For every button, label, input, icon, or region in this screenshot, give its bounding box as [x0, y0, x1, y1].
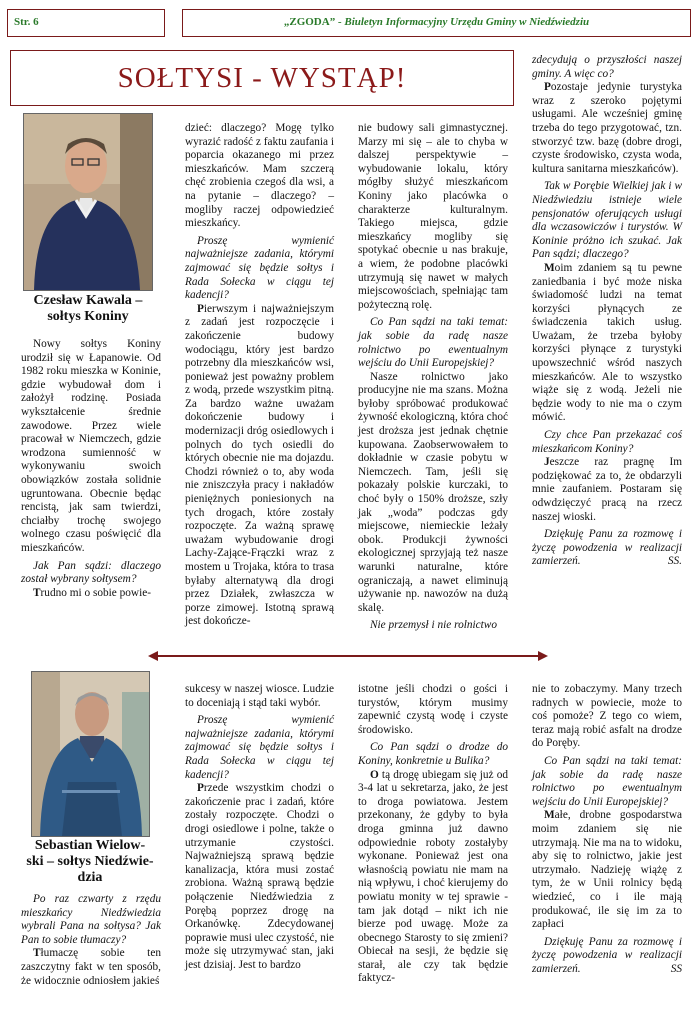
paragraph-text: sukcesy w naszej wiosce. Ludzie to doceniają i stąd taki wybór.	[185, 683, 335, 709]
drop-letter: M	[544, 809, 555, 822]
bulletin-subtitle: - Biuletyn Informacyjny Urzędu Gminy w Niedźwiedziu	[335, 16, 590, 28]
paragraph-text: ozostaje jedynie turystyka wraz z szeroko pojętymi usługami. Ale wcześniej gminę trzeba do tego przygotować, tzn. stworzyć tzw. bazę (dobre drogi, czyste środowisko, czysta woda, kultura sanitarna mieszkańców).	[532, 81, 682, 175]
drop-letter: M	[544, 261, 555, 274]
article-column-1	[21, 338, 161, 600]
paragraph	[185, 683, 334, 710]
headline-box	[10, 50, 514, 106]
portrait-photo-wielowski	[31, 671, 150, 837]
caption-kawala	[8, 293, 168, 325]
paragraph	[532, 81, 682, 176]
interview-question	[532, 755, 682, 809]
paragraph	[185, 122, 334, 231]
paragraph-text: Czy chce Pan przekazać coś mieszkańcom Koniny?	[532, 429, 682, 455]
interview-question	[358, 316, 508, 370]
paragraph	[532, 262, 682, 425]
paragraph-text: Co Pan sądzi na taki temat: jak sobie da radę nasze rolnictwo po ewentualnym wejściu do Unii Europejskiej?	[358, 316, 508, 370]
paragraph	[21, 587, 161, 601]
bulletin-brand: „ZGODA”	[283, 16, 336, 28]
author-signature: SS	[670, 962, 682, 975]
caption-wielowski-line1: Sebastian Wielow-	[34, 838, 146, 853]
paragraph	[21, 338, 161, 556]
caption-kawala-line1: Czesław Kawala –	[33, 293, 143, 308]
article2-column-2	[185, 683, 334, 972]
interview-question	[21, 893, 161, 947]
paragraph-text: Nasze rolnictwo jako producyjne nie ma szans. Można byłoby spróbować produkować żywność ekologiczną, która choć jest droższa jest jednak chętnie kupowana. Zaobserwowałem to dokładnie w czasie pobytu w Niemczech. Tam, jeśli się pokazały polskie kurczaki, to choć były o 150% droższe, szły jak „woda” podczas gdy miejscowe, niemieckie leżały obok. Produkcji żywności ekologicznej sprzyjają też nasze warunki naturalne, które ograniczają, a nawet eliminują używanie np. nawozów na dużą skalę.	[358, 370, 508, 614]
paragraph-text: Proszę wymienić najważniejsze zadania, którymi zajmować się będzie sołtys i Rada Sołecka w ciągu tej kadencji?	[185, 714, 334, 781]
drop-letter: T	[33, 586, 41, 599]
article-column-3	[358, 122, 508, 633]
paragraph-text: Co Pan sądzi o drodze do Koniny, konkretnie u Bulika?	[358, 741, 508, 767]
page-number-box	[7, 9, 165, 37]
interview-question	[532, 180, 682, 262]
interview-question	[532, 936, 682, 977]
drop-letter: O	[370, 768, 379, 781]
paragraph-text: nie to zobaczymy. Many trzech radnych w powiecie, może to coś pomoże? Z tego co wiem, teraz mają robić asfalt na drodze do Poręby.	[532, 683, 682, 750]
interview-question	[358, 741, 508, 768]
interview-question	[532, 54, 682, 81]
interview-question	[21, 560, 161, 587]
interview-question	[185, 714, 334, 782]
paragraph-text: ałe, drobne gospodarstwa moim zdaniem się nie utrzymają. Nie ma na to widoku, aby się to rolnictwo, jakie jest utrzymało. Nadzieję wiążę z tym, że w Unii rolnicy będą wiedzieć, co i ile mają produkować, ile się im za to zapłaci	[532, 809, 682, 931]
paragraph	[358, 122, 508, 312]
interview-question	[532, 429, 682, 456]
paragraph	[185, 782, 334, 972]
paragraph	[532, 683, 682, 751]
paragraph-text: rudno mi o sobie powie-	[40, 586, 151, 599]
interview-question	[358, 619, 508, 633]
author-signature: SS.	[667, 555, 682, 568]
drop-letter: P	[544, 81, 551, 94]
article-column-4	[532, 54, 682, 569]
drop-letter: J	[544, 456, 550, 469]
paragraph-text: Dziękuję Panu za rozmowę i życzę powodzenia w realizacji zamierzeń.	[532, 935, 682, 975]
page-number: Str. 6	[14, 16, 39, 28]
paragraph-text: ierwszym i najważniejszym z zadań jest rozpoczęcie i zakończenie budowy wodociągu, który jest bardzo potrzebny dla mieszkańców wsi, ponieważ jest poważny problem z wodą, przede wszystkim pitną. Za bardzo ważne uważam dokończenie budowy i modernizacji dróg osiedlowych i polnych do tych osiedli do których obecnie nie ma dojazdu. Chodzi również o to, aby woda nie zniszczyła pracy i nakładów pieniężnych poniesionych na tych drogach, które zostały rozpoczęte. Za ważną sprawę uważam wybudowanie drogi Lachy-Zające-Frączki wraz z mostem u Trojaka, która to trasa byłaby alternatywą dla drogi przez Działek, zwłaszcza w porze zimowej. Istotną sprawą jest dokończe-	[185, 302, 334, 628]
drop-letter: P	[197, 782, 204, 795]
paragraph-text: istotne jeśli chodzi o gości i turystów, którym musimy zapewnić czystą wodę i czyste środowisko.	[358, 683, 508, 736]
paragraph-text: Co Pan sądzi na taki temat: jak sobie da radę nasze rolnictwo po ewentualnym wejściu do Unii Europejskiej?	[532, 754, 682, 808]
paragraph	[21, 947, 161, 988]
caption-kawala-line2: sołtys Koniny	[47, 309, 129, 324]
section-divider	[148, 649, 548, 663]
paragraph	[532, 456, 682, 524]
paragraph-text: łumaczę sobie ten zaszczytny fakt w ten sposób, że widocznie odniosłem jakieś	[21, 947, 161, 987]
interview-question	[185, 235, 334, 303]
paragraph-text: Po raz czwarty z rzędu mieszkańcy Niedźwiedzia wybrali Pana na sołtysa? Jak Pan to sobie tłumaczy?	[21, 893, 161, 946]
paragraph	[185, 303, 334, 629]
paragraph-text: eszcze raz pragnę Im podziękować za to, że obdarzyli mnie zaufaniem. Postaram się odwdzięczyć pracą na rzecz naszej wioski.	[532, 456, 682, 523]
paragraph	[532, 809, 682, 931]
headline: SOŁTYSI - WYSTĄP!	[117, 62, 407, 94]
paragraph-text: Dziękuję Panu za rozmowę i życzę powodzenia w realizacji zamierzeń.	[532, 528, 682, 568]
paragraph-text: tą drogę ubiegam się już od 3-4 lat u sekretarza, jako, że jest to droga powiatowa. Jestem przekonany, że gdyby to była droga gminna już dawno odpowiednie roboty zostałyby wykonane. Ponieważ jest ona własnością powiatu nie mam na nią wpływu, i choć kierujemy do powiatu monity w tej sprawie - tam jak dotąd – nikt ich nie bierze pod uwagę. Może za obecnego Starosty to się zmieni? Obiecał na sesji, że będzie się starał, ale czy tak będzie faktycz-	[358, 768, 508, 985]
article-column-2	[185, 122, 334, 629]
article2-column-4	[532, 683, 682, 976]
caption-wielowski-line3: dzia	[77, 870, 103, 885]
paragraph-text: Jak Pan sądzi: dlaczego został wybrany sołtysem?	[21, 559, 161, 586]
bulletin-title	[183, 16, 690, 28]
paragraph-text: dzieć: dlaczego? Mogę tylko wyrazić radość z faktu zaufania i poparcia okazanego mi przez mieszkańców. Mam szczerą chęć zrobienia czegoś dla wsi, a na pytanie – dlaczego? – mogliby raczej odpowiedzieć mieszkańcy.	[185, 122, 334, 230]
paragraph-text: Tak w Porębie Wielkiej jak i w Niedźwiedziu istnieje wiele pensjonatów oferujących usługi dla wczasowiczów i turystów. W Koninie próżno ich szukać. Jak Pan sądzi; dlaczego?	[532, 180, 682, 261]
paragraph-text: rzede wszystkim chodzi o zakończenie prac i zadań, które zostały rozpoczęte. Chodzi o drogi osiedlowe i polne, także o utrzymanie czystości. Najważniejszą sprawą będzie kanalizacja, która musi zostać zrobiona. Ważną sprawą będzie połączenie Niedźwiedzia z Porębą poprzez drogę na Orkanówkę. Zdecydowanej poprawie musi ulec czystość, nie może się utrzymywać stan, jaki jest dzisiaj. Jest to bardzo	[185, 782, 335, 971]
bulletin-title-box	[182, 9, 691, 37]
paragraph-text: Nowy sołtys Koniny urodził się w Łapanowie. Od 1982 roku mieszka w Koninie, gdzie wybudował dom i założył rodzinę. Posiada wykształcenie średnie zawodowe. Przez wiele pracował w Niemczech, gdzie wrodzona sumienność w wykonywaniu swoich obowiązków została solidnie ugruntowana. Obecnie będąc rencistą, jak sam twierdzi, chciałby trochę swojego wolnego czasu poświęcić dla mieszkańców.	[21, 338, 161, 554]
paragraph	[358, 769, 508, 987]
paragraph-text: Nie przemysł i nie rolnictwo	[370, 619, 497, 632]
paragraph	[358, 371, 508, 616]
paragraph-text: nie budowy sali gimnastycznej. Marzy mi się – ale to chyba w dalszej perspektywie – wybudowanie lokalu, który mógłby służyć mieszkańcom Koniny jako placówka o charakterze kulturalnym. Takiego miejsca, gdzie mieszkańcy mogliby się spotykać obecnie u nas brakuje, a wiem, że podobne placówki utrzymują się nawet w małych miejscowościach, spełniając tam pożyteczną rolę.	[358, 122, 508, 311]
paragraph-text: oim zdaniem są tu pewne zaniedbania i być może niska świadomość ludzi na temat korzyści płynących ze świadczenia takich usług. Uważam, że trzeba byłoby korzyści płynące z turystyki upowszechnić wśród naszych mieszkańców. Ale to wszystko wiąże się z wodą. Jeżeli nie będzie wody to nie ma o czym mówić.	[532, 261, 682, 424]
article2-column-3	[358, 683, 508, 986]
drop-letter: P	[197, 302, 204, 315]
paragraph-text: zdecydują o przyszłości naszej gminy. A więc co?	[532, 54, 682, 80]
paragraph	[358, 683, 508, 737]
drop-letter: T	[33, 947, 41, 960]
caption-wielowski-line2: ski – sołtys Niedźwie-	[26, 854, 154, 869]
portrait-photo-kawala	[23, 113, 153, 291]
paragraph-text: Proszę wymienić najważniejsze zadania, którymi zajmować się będzie sołtys i Rada Sołecka w ciągu tej kadencji?	[185, 234, 334, 302]
article2-column-1	[21, 893, 161, 988]
caption-wielowski	[12, 838, 168, 886]
interview-question	[532, 528, 682, 569]
